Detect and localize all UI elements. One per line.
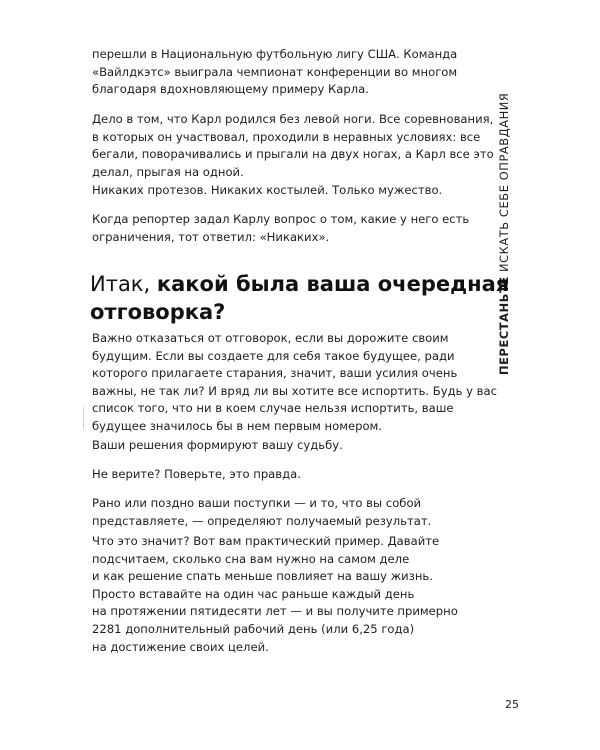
text-line: важны, не так ли? И вряд ли вы хотите все испортить. Будь у вас: [92, 383, 497, 398]
text-line: благодаря вдохновляющему примеру Карла.: [92, 82, 369, 97]
text-line: представляете, — определяют получаемый результат.: [92, 513, 432, 528]
heading-plain: Итак,: [90, 272, 157, 296]
section-heading: [90, 270, 510, 326]
text-line: 2281 дополнительный рабочий день (или 6,25 года): [92, 621, 415, 636]
paragraph-9: [92, 533, 484, 656]
paragraph-2: [92, 111, 494, 181]
paragraph-7: [92, 466, 484, 484]
paragraph-6: [92, 437, 484, 455]
paragraph-5: [92, 330, 497, 436]
text-line: Важно отказаться от отговорок, если вы дорожите своим: [92, 331, 449, 345]
text-line: будущее значилось бы в нем первым номером.: [92, 418, 382, 433]
page-number: 25: [505, 698, 519, 711]
text-line: ограничения, тот ответил: «Никаких».: [92, 229, 330, 244]
paragraph-1: [92, 46, 484, 99]
text-line: Рано или поздно ваши поступки — и то, что вы собой: [92, 496, 422, 510]
text-line: и как решение спать меньше повлияет на вашу жизнь.: [92, 569, 433, 584]
text-line: перешли в Национальную футбольную лигу США. Команда: [92, 47, 458, 61]
paragraph-4: [92, 211, 484, 246]
text-line: будущим. Если вы создаете для себя такое будущее, ради: [92, 348, 455, 363]
text-line: на достижение своих целей.: [92, 639, 269, 654]
text-line: которого прилагаете старания, значит, ваши усилия очень: [92, 366, 458, 381]
text-line: Когда репортер задал Карлу вопрос о том, какие у него есть: [92, 212, 470, 226]
paragraph-3: [92, 182, 484, 200]
text-line: на протяжении пятидесяти лет — и вы получите примерно: [92, 604, 458, 619]
heading-bold-1: какой была ваша очередная: [156, 272, 510, 296]
text-line: в которых он участвовал, проходили в неравных условиях: все: [92, 129, 481, 144]
text-line: делал, прыгая на одной.: [92, 164, 244, 179]
text-line: бегали, поворачивались и прыгали на двух ногах, а Карл все это: [92, 147, 494, 162]
text-line: список того, что ни в коем случае нельзя испортить, ваше: [92, 401, 454, 416]
heading-bold-2: отговорка?: [90, 300, 226, 324]
text-line: Не верите? Поверьте, это правда.: [92, 467, 301, 481]
margin-mark: [83, 407, 84, 429]
running-header-bold: ПЕРЕСТАНЬТЕ: [497, 276, 511, 375]
text-line: Дело в том, что Карл родился без левой ноги. Все соревнования,: [92, 112, 494, 126]
running-header: [493, 92, 515, 375]
text-line: «Вайлдкэтс» выиграла чемпионат конференции во многом: [92, 64, 458, 79]
text-line: подсчитаем, сколько сна вам нужно на самом деле: [92, 551, 410, 566]
running-header-rest: ИСКАТЬ СЕБЕ ОПРАВДАНИЯ: [497, 92, 511, 277]
text-line: Что это значит? Вот вам практический пример. Давайте: [92, 534, 440, 548]
text-line: Ваши решения формируют вашу судьбу.: [92, 438, 343, 452]
text-line: Просто вставайте на один час раньше каждый день: [92, 586, 415, 601]
text-line: Никаких протезов. Никаких костылей. Только мужество.: [92, 183, 443, 197]
paragraph-8: [92, 495, 484, 530]
